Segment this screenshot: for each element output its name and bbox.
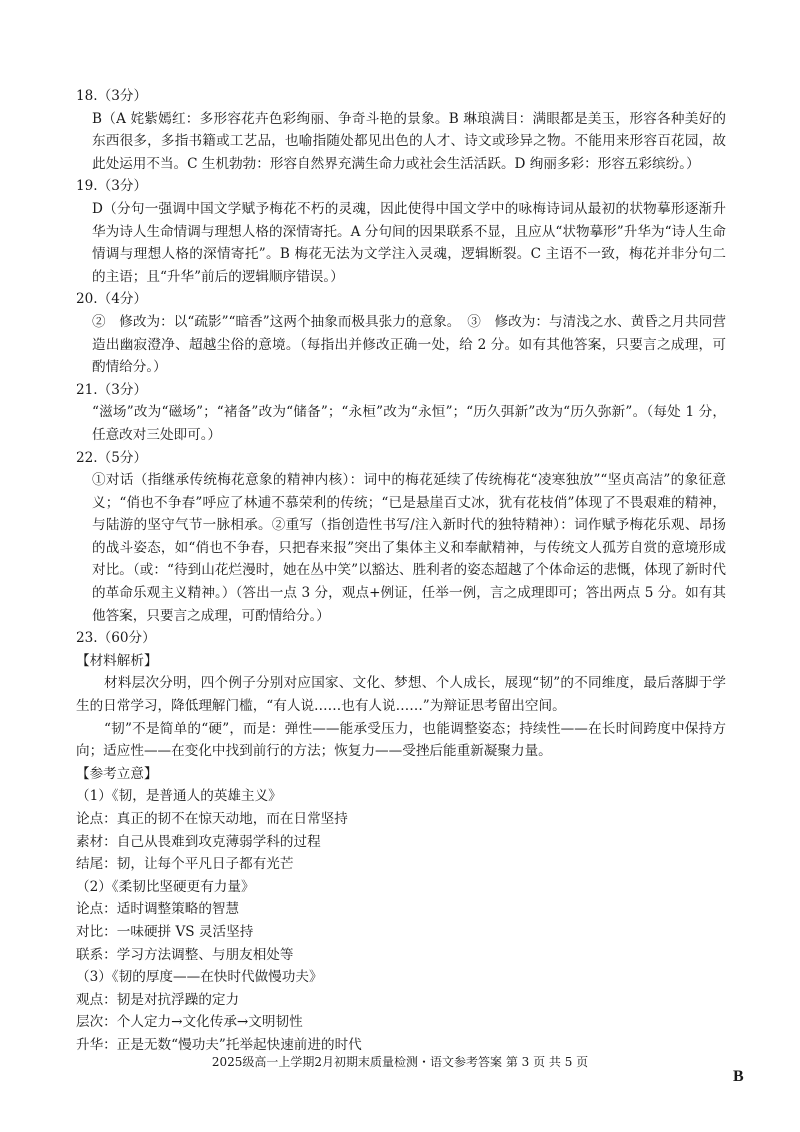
question-18-heading: 18.（3分） (76, 88, 148, 104)
question-18-answer: B（A 姹紫嫣红：多形容花卉色彩绚丽、争奇斗艳的景象。B 琳琅满目：满眼都是美玉，形容各种美好的东西很多，多指书籍或工艺品，也喻指随处都见出色的人才、诗文或珍异之物。不能用来形容百花园，故此处运用不当。C 生机勃勃：形容自然界充满生命力或社会生活活跃。D 绚丽多彩：形容五彩缤纷。） (92, 110, 726, 172)
essay-3-sublimation: 升华：正是无数“慢功夫”托举起快速前进的时代 (76, 1036, 362, 1053)
essay-1-material: 素材：自己从畏难到攻克薄弱学科的过程 (76, 833, 321, 850)
essay-1-ending: 结尾：韧，让每个平凡日子都有光芒 (76, 856, 294, 873)
essay-2-argument: 论点：适时调整策略的智慧 (76, 901, 240, 918)
question-19-heading: 19.（3分） (76, 178, 148, 195)
answer-content (76, 85, 726, 1057)
question-22-heading: 22.（5分） (76, 449, 148, 466)
question-21-heading: 21.（3分） (76, 381, 148, 398)
reference-ideas-list (76, 785, 726, 1056)
material-analysis-title: 【材料解析】 (76, 652, 158, 669)
question-22-answer: ①对话（指继承传统梅花意象的精神内核）：词中的梅花延续了传统梅花“凌寒独放”“坚贞高洁”的象征意义；“俏也不争春”呼应了林逋不慕荣利的传统；“已是悬崖百丈冰，犹有花枝俏”体现了不畏艰难的精神，与陆游的坚守气节一脉相承。②重写（指创造性书写/注入新时代的独特精神）：词作赋予梅花乐观、昂扬的战斗姿态，如“俏也不争春，只把春来报”突出了集体主义和奉献精神，与传统文人孤芳自赏的意境形成对比。（或：“待到山花烂漫时，她在丛中笑”以豁达、胜利者的姿态超越了个体命运的悲慨，体现了新时代的革命乐观主义精神。）（答出一点 3 分，观点+例证，任举一例，言之成理即可；答出两点 5 分。如有其他答案，只要言之成理，可酌情给分。） (92, 472, 726, 624)
essay-2-connection: 联系：学习方法调整、与朋友相处等 (76, 946, 294, 963)
essay-2-title: （2）《柔韧比坚硬更有力量》 (76, 878, 255, 895)
essay-2-contrast: 对比：一味硬拼 VS 灵活坚持 (76, 923, 254, 940)
version-mark: B (733, 1068, 744, 1085)
material-analysis-paragraph-1: 材料层次分明，四个例子分别对应国家、文化、梦想、个人成长，展现“韧”的不同维度，最后落脚于学生的日常学习，降低理解门槛，“有人说……也有人说……”为辩证思考留出空间。 (76, 675, 726, 715)
essay-1-argument: 论点：真正的韧不在惊天动地，而在日常坚持 (76, 811, 348, 827)
material-analysis-paragraph-2: “韧”不是简单的“硬”，而是：弹性——能承受压力，也能调整姿态；持续性——在长时间跨度中保持方向；适应性——在变化中找到前行的方法；恢复力——受挫后能重新凝聚力量。 (76, 720, 726, 760)
question-23-heading: 23.（60分） (76, 630, 156, 647)
essay-3-levels: 层次：个人定力→文化传承→文明韧性 (76, 1014, 303, 1031)
essay-3-viewpoint: 观点：韧是对抗浮躁的定力 (76, 991, 240, 1008)
essay-1-title: （1）《韧，是普通人的英雄主义》 (76, 788, 282, 805)
page-footer: 2025级高一上学期2月初期末质量检测・语文参考答案 第 3 页 共 5 页 (211, 1055, 589, 1069)
question-20-heading: 20.（4分） (76, 291, 148, 308)
question-20-answer: ② 修改为：以“疏影”“暗香”这两个抽象而极具张力的意象。 ③ 修改为：与清浅之水、黄昏之月共同营造出幽寂澄净、超越尘俗的意境。（每指出并修改正确一处，给 2 分。如有其他答案，只要言之成理，可酌情给分。） (92, 313, 726, 376)
question-21-answer: “滋场”改为“磁场”；“褚备”改为“储备”；“永桓”改为“永恒”；“历久弭新”改为“历久弥新”。（每处 1 分，任意改对三处即可。） (92, 404, 726, 443)
essay-3-title: （3）《韧的厚度——在快时代做慢功夫》 (76, 969, 323, 986)
question-19-answer: D（分句一强调中国文学赋予梅花不朽的灵魂，因此使得中国文学中的咏梅诗词从最初的状物摹形逐渐升华为诗人生命情调与理想人格的深情寄托。A 分句间的因果联系不显，且应从“状物摹形”升华为“诗人生命情调与理想人格的深情寄托”。B 梅花无法为文学注入灵魂，逻辑断裂。C 主语不一致，梅花并非分句二的主语；且“升华”前后的逻辑顺序错误。） (92, 200, 726, 285)
reference-ideas-title: 【参考立意】 (76, 765, 158, 782)
